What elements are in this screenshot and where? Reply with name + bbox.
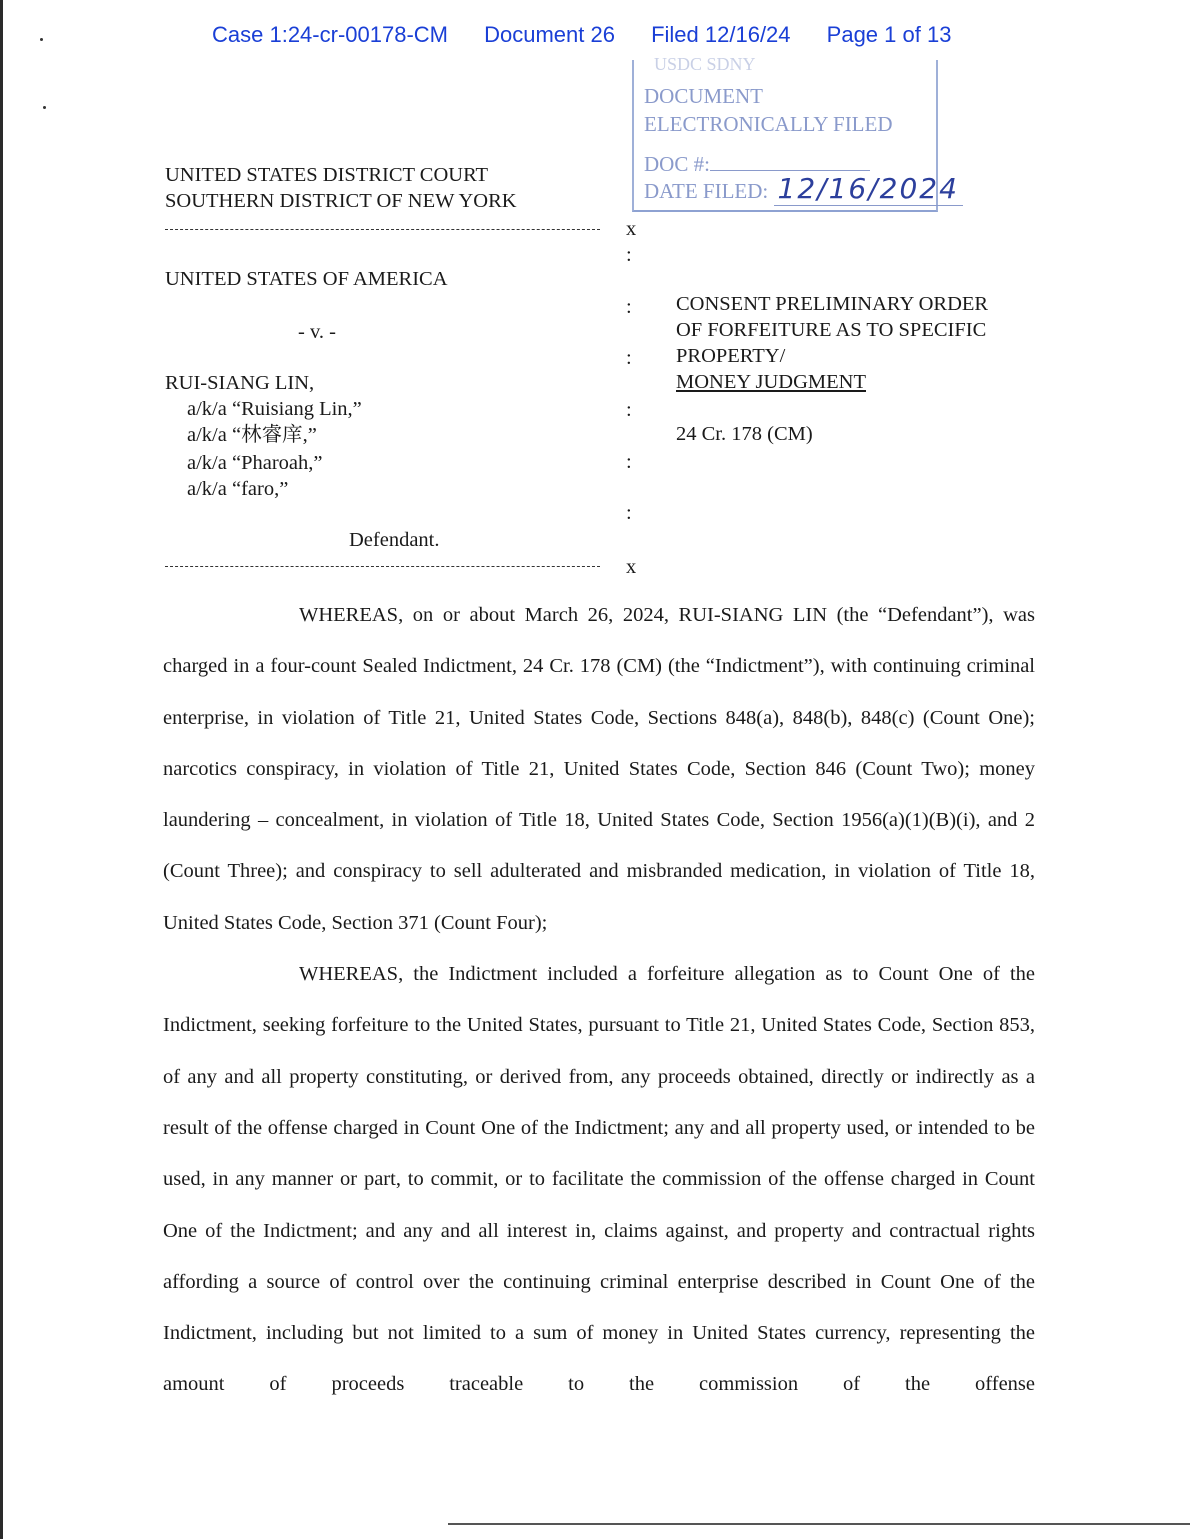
scan-left-edge <box>0 0 3 1539</box>
stamp-usdc-line: USDC SDNY <box>654 54 756 74</box>
caption-colon: : <box>626 399 632 421</box>
defendant-name: RUI-SIANG LIN, <box>165 372 315 394</box>
caption-colon: : <box>626 451 632 473</box>
scan-speck <box>43 106 46 109</box>
defendant-alias: a/k/a “林睿庠,” <box>187 424 317 446</box>
caption-top-dashed-rule <box>165 229 600 230</box>
stamp-date-filed-line <box>644 172 963 205</box>
stamp-electronically-filed-line: ELECTRONICALLY FILED <box>644 112 893 136</box>
stamp-doc-label: DOC #: <box>644 152 710 176</box>
order-title-line1: CONSENT PRELIMINARY ORDER <box>676 293 989 315</box>
order-title-line2: OF FORFEITURE AS TO SPECIFIC <box>676 319 987 341</box>
defendant-alias: a/k/a “faro,” <box>187 478 289 500</box>
caption-colon: : <box>626 347 632 369</box>
order-title-line4: MONEY JUDGMENT <box>676 371 866 393</box>
order-title-line3: PROPERTY/ <box>676 345 786 367</box>
plaintiff-name: UNITED STATES OF AMERICA <box>165 268 448 290</box>
versus-mark: - v. - <box>298 321 336 343</box>
court-name-line2: SOUTHERN DISTRICT OF NEW YORK <box>165 190 517 212</box>
scan-speck <box>40 38 43 41</box>
defendant-alias: a/k/a “Ruisiang Lin,” <box>187 398 362 420</box>
caption-colon: : <box>626 244 632 266</box>
stamp-handwritten-date: 12/16/2024 <box>774 172 963 206</box>
whereas-paragraph-1: WHEREAS, on or about March 26, 2024, RUI-SIANG LIN (the “Defendant”), was charged in a four-count Sealed Indictment, 24 Cr. 178 (CM) (the “Indictment”), with continuing criminal enterprise, in violation of Title 21, United States Code, Sections 848(a), 848(b), 848(c) (Count One); narcotics conspiracy, in violation of Title 21, United States Code, Section 846 (Count Two); money laundering – concealment, in violation of Title 18, United States Code, Section 1956(a)(1)(B)(i), and 2 (Count Three); and conspiracy to sell adulterated and misbranded medication, in violation of Title 18, United States Code, Section 371 (Count Four); <box>163 604 1035 934</box>
document-number-header: Document 26 <box>484 22 615 47</box>
caption-x-bottom: x <box>626 556 637 578</box>
filed-date-header: Filed 12/16/24 <box>651 22 791 47</box>
case-number-header: Case 1:24-cr-00178-CM <box>212 22 448 47</box>
electronic-filing-stamp <box>632 54 959 212</box>
order-body <box>163 590 1035 1411</box>
stamp-date-label: DATE FILED: <box>644 179 769 203</box>
stamp-document-line: DOCUMENT <box>644 84 763 108</box>
caption-x-top: x <box>626 218 637 240</box>
ecf-header <box>212 22 951 48</box>
stamp-doc-blank <box>710 154 870 171</box>
court-name-line1: UNITED STATES DISTRICT COURT <box>165 164 489 186</box>
whereas-paragraph-2: WHEREAS, the Indictment included a forfeiture allegation as to Count One of the Indictment, seeking forfeiture to the United States, pursuant to Title 21, United States Code, Section 853, of any and all property constituting, or derived from, any proceeds obtained, directly or indirectly as a result of the offense charged in Count One of the Indictment; any and all property used, or intended to be used, in any manner or part, to commit, or to facilitate the commission of the offense charged in Count One of the Indictment; and any and all interest in, claims against, and property and contractual rights affording a source of control over the continuing criminal enterprise described in Count One of the Indictment, including but not limited to a sum of money in United States currency, representing the amount of proceeds traceable to the commission of the offense <box>163 963 1035 1396</box>
defendant-label: Defendant. <box>349 529 440 551</box>
caption-colon: : <box>626 502 632 524</box>
caption-bottom-dashed-rule <box>165 566 600 567</box>
defendant-alias: a/k/a “Pharoah,” <box>187 452 323 474</box>
caption-colon: : <box>626 296 632 318</box>
page-count-header: Page 1 of 13 <box>826 22 952 47</box>
scan-bottom-rule <box>448 1523 1190 1525</box>
case-number: 24 Cr. 178 (CM) <box>676 423 813 445</box>
